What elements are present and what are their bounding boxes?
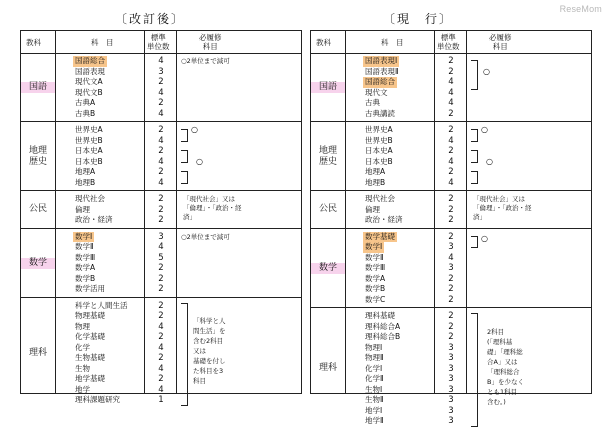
group-name: 国語 <box>311 82 345 93</box>
standard-units: 4 <box>448 252 454 263</box>
standard-units: 2 <box>448 273 454 284</box>
subject-name: 地理B <box>365 177 386 187</box>
standard-units: 4 <box>158 342 164 353</box>
header-subject-area: 教科 <box>316 38 331 47</box>
subject-name: 政治・経済 <box>365 215 403 224</box>
bracket-line <box>471 171 478 184</box>
standard-units: 4 <box>158 56 164 66</box>
standard-units: 4 <box>448 77 454 87</box>
standard-units: 5 <box>158 252 164 263</box>
table-row <box>21 253 301 264</box>
table-row <box>21 311 301 322</box>
table-row <box>311 332 591 343</box>
table-header <box>21 31 301 54</box>
table-row <box>21 194 301 205</box>
subject-group <box>311 122 591 191</box>
header-subject-area: 教科 <box>26 38 41 47</box>
table-row <box>311 395 591 406</box>
subject-name: 数学B <box>365 284 386 293</box>
standard-units: 4 <box>158 87 164 98</box>
subject-name: 数学A <box>75 263 96 272</box>
subject-name: 地学Ⅰ <box>365 405 383 415</box>
standard-units: 2 <box>158 311 164 321</box>
subject-name: 政治・経済 <box>75 215 113 224</box>
subject-name: 倫理 <box>365 204 380 214</box>
header-required: 必履修 科目 <box>199 33 222 51</box>
subject-name: 古典A <box>75 98 96 107</box>
subject-name: 世界史A <box>75 125 103 134</box>
subject-group <box>21 122 301 191</box>
standard-units: 2 <box>158 215 164 225</box>
subject-name: 地学Ⅱ <box>365 416 384 425</box>
standard-units: 2 <box>158 125 164 135</box>
table-row <box>311 88 591 99</box>
table-header <box>311 31 591 54</box>
standard-units: 4 <box>158 177 164 188</box>
subject-name: 科学と人間生活 <box>75 300 128 310</box>
subject-group <box>311 191 591 229</box>
table-row <box>311 263 591 274</box>
heading-current: 〔現 行〕 <box>383 12 454 26</box>
table-row <box>21 284 301 295</box>
circle-mark: ○ <box>481 125 488 134</box>
standard-units: 1 <box>158 395 164 405</box>
table-row <box>21 332 301 343</box>
requirement-note: 「科学と人 間生活」を 含む2科目 又は 基礎を付し た科目を3 科目 <box>193 317 226 386</box>
table-row <box>311 253 591 264</box>
subject-name: 国語総合 <box>365 77 395 86</box>
standard-units: 4 <box>448 156 454 167</box>
standard-units: 4 <box>158 242 164 252</box>
standard-units: 2 <box>448 56 454 66</box>
subject-name: 地理A <box>365 167 386 176</box>
subject-name: 世界史B <box>365 135 393 145</box>
subject-name: 古典B <box>75 108 96 118</box>
subject-name: 理科基礎 <box>365 311 395 320</box>
standard-units: 3 <box>448 353 454 363</box>
subject-name: 国語表現 <box>75 66 105 76</box>
table-row <box>21 178 301 189</box>
subject-name: 数学Ⅰ <box>75 231 93 241</box>
subject-name: 現代文B <box>75 87 103 97</box>
group-name: 理科 <box>28 347 47 358</box>
standard-units: 3 <box>448 405 454 416</box>
standard-units: 4 <box>448 98 454 108</box>
bracket-line <box>471 150 478 163</box>
subject-name: 数学B <box>75 273 96 283</box>
table-row <box>311 125 591 136</box>
table-row <box>311 274 591 285</box>
table-row <box>311 385 591 396</box>
header-units: 標準 単位数 <box>147 33 170 51</box>
subject-name: 数学Ⅰ <box>365 242 383 251</box>
standard-units: 2 <box>448 204 454 215</box>
subject-name: 日本史A <box>365 146 393 155</box>
standard-units: 4 <box>448 87 454 98</box>
table-row <box>311 343 591 354</box>
bracket-line <box>471 129 478 142</box>
standard-units: 2 <box>158 332 164 342</box>
standard-units: 4 <box>158 363 164 374</box>
subject-group <box>21 298 301 409</box>
table-row <box>311 284 591 295</box>
group-name: 公民 <box>318 204 337 215</box>
table-row <box>21 167 301 178</box>
table-row <box>311 56 591 67</box>
table-row <box>21 67 301 78</box>
group-name: 数学 <box>311 263 345 274</box>
table-row <box>21 274 301 285</box>
table-row <box>311 374 591 385</box>
standard-units: 2 <box>158 167 164 177</box>
group-name: 理科 <box>318 363 337 374</box>
standard-units: 3 <box>158 231 164 242</box>
subject-name: 数学A <box>365 273 386 283</box>
group-name: 地理 歴史 <box>28 145 47 167</box>
subject-name: 生物 <box>75 363 90 373</box>
subject-group <box>311 308 591 430</box>
requirement-note: 2科目 (「理科基 礎」「理科総 合A」又は 「理科総合 B」を少なく とも1科目 含む。) <box>487 327 524 406</box>
standard-units: 3 <box>448 384 454 395</box>
standard-units: 2 <box>158 98 164 108</box>
table-row <box>311 295 591 306</box>
table-row <box>311 109 591 120</box>
subject-name: 古典 <box>365 98 380 107</box>
standard-units: 2 <box>158 204 164 215</box>
subject-name: 日本史B <box>365 156 393 166</box>
table-row <box>21 364 301 375</box>
table-row <box>21 215 301 226</box>
subject-name: 化学 <box>75 342 90 352</box>
standard-units: 4 <box>448 177 454 188</box>
standard-units: 2 <box>158 194 164 204</box>
table-row <box>21 374 301 385</box>
subject-name: 日本史A <box>75 146 103 155</box>
standard-units: 3 <box>448 416 454 426</box>
standard-units: 2 <box>448 231 454 242</box>
table-row <box>311 136 591 147</box>
table-row <box>21 56 301 67</box>
standard-units: 2 <box>448 66 454 77</box>
heading-revised: 〔改訂後〕 <box>115 12 186 26</box>
standard-units: 3 <box>448 374 454 384</box>
table-row <box>21 385 301 396</box>
subject-name: 地理B <box>75 177 96 187</box>
subject-name: 世界史A <box>365 125 393 134</box>
subject-name: 物理基礎 <box>75 311 105 320</box>
subject-name: 現代文A <box>75 77 103 86</box>
subject-name: 日本史B <box>75 156 103 166</box>
circle-mark: ○ <box>486 156 493 166</box>
table-row <box>21 109 301 120</box>
subject-name: 現代社会 <box>75 194 105 203</box>
subject-name: 国語表現Ⅰ <box>365 56 398 65</box>
standard-units: 2 <box>448 311 454 321</box>
table-row <box>21 263 301 274</box>
table-row <box>21 242 301 253</box>
group-name: 国語 <box>21 82 55 93</box>
standard-units: 3 <box>448 342 454 353</box>
standard-units: 2 <box>448 284 454 294</box>
subject-name: 化学Ⅰ <box>365 363 383 373</box>
table-row <box>311 205 591 216</box>
group-name: 数学 <box>21 258 55 269</box>
bracket-line <box>181 303 188 406</box>
standard-units: 3 <box>448 395 454 405</box>
table-row <box>311 364 591 375</box>
standard-units: 4 <box>158 384 164 395</box>
subject-group <box>21 191 301 229</box>
standard-units: 2 <box>158 77 164 87</box>
table-row <box>311 67 591 78</box>
standard-units: 4 <box>448 135 454 146</box>
subject-name: 数学C <box>365 294 386 304</box>
table-row <box>311 406 591 417</box>
subject-name: 数学基礎 <box>365 231 395 241</box>
bracket-line <box>181 150 188 163</box>
revised-curriculum-table <box>20 30 302 405</box>
table-row <box>311 215 591 226</box>
standard-units: 3 <box>448 263 454 273</box>
group-name: 地理 歴史 <box>318 145 337 167</box>
table-row <box>21 343 301 354</box>
subject-name: 物理Ⅱ <box>365 353 384 362</box>
bracket-line <box>181 171 188 184</box>
standard-units: 2 <box>448 215 454 225</box>
subject-name: 数学Ⅲ <box>75 252 96 262</box>
standard-units: 3 <box>448 242 454 252</box>
table-row <box>21 301 301 312</box>
circle-mark: ○ <box>481 233 488 243</box>
standard-units: 3 <box>158 66 164 77</box>
subject-group <box>21 229 301 298</box>
table-row <box>21 77 301 88</box>
subject-name: 数学Ⅱ <box>365 252 384 262</box>
table-row <box>21 395 301 406</box>
standard-units: 2 <box>448 108 454 119</box>
standard-units: 2 <box>158 284 164 294</box>
subject-name: 古典講読 <box>365 108 395 118</box>
standard-units: 4 <box>158 156 164 167</box>
requirement-note: 「現代社会」又は 「倫理」・「政治・経 済」 <box>183 195 242 221</box>
table-row <box>311 167 591 178</box>
table-row <box>311 178 591 189</box>
circle-mark: ○ <box>483 66 490 76</box>
subject-name: 物理Ⅰ <box>365 342 383 352</box>
standard-units: 2 <box>158 263 164 273</box>
table-row <box>311 146 591 157</box>
subject-name: 理科総合B <box>365 332 401 341</box>
standard-units: 2 <box>448 125 454 135</box>
subject-name: 数学活用 <box>75 284 105 293</box>
subject-name: 地学 <box>75 384 90 394</box>
standard-units: 2 <box>158 300 164 311</box>
subject-name: 現代文 <box>365 87 388 97</box>
subject-name: 物理 <box>75 321 90 331</box>
subject-name: 現代社会 <box>365 194 395 203</box>
table-row <box>311 353 591 364</box>
requirement-note: 「現代社会」又は 「倫理」・「政治・経 済」 <box>473 195 532 221</box>
standard-units: 2 <box>158 374 164 384</box>
header-subject: 科 目 <box>381 38 404 47</box>
subject-name: 数学Ⅱ <box>75 242 94 251</box>
subject-group <box>311 53 591 122</box>
table-row <box>311 98 591 109</box>
circle-mark: ○ <box>191 125 198 134</box>
current-curriculum-table <box>310 30 592 426</box>
subject-name: 生物基礎 <box>75 353 105 362</box>
table-row <box>21 88 301 99</box>
subject-name: 世界史B <box>75 135 103 145</box>
table-row <box>311 242 591 253</box>
table-row <box>311 322 591 333</box>
subject-name: 数学Ⅲ <box>365 263 386 272</box>
header-required: 必履修 科目 <box>489 33 512 51</box>
subject-name: 地理A <box>75 167 96 176</box>
subject-name: 生物Ⅱ <box>365 395 384 404</box>
subject-name: 国語総合 <box>75 56 105 65</box>
standard-units: 2 <box>158 146 164 156</box>
subject-name: 化学Ⅱ <box>365 374 384 383</box>
requirement-note: ○2単位まで減可 <box>181 232 230 241</box>
subject-name: 理科総合A <box>365 321 401 331</box>
group-name: 公民 <box>28 204 47 215</box>
table-row <box>311 157 591 168</box>
standard-units: 2 <box>448 332 454 342</box>
standard-units: 4 <box>158 135 164 146</box>
table-row <box>21 353 301 364</box>
table-row <box>21 232 301 243</box>
table-row <box>21 205 301 216</box>
table-row <box>21 157 301 168</box>
header-subject: 科 目 <box>91 38 114 47</box>
standard-units: 2 <box>448 146 454 156</box>
requirement-note: ○2単位まで減可 <box>181 57 230 65</box>
circle-mark: ○ <box>196 156 203 166</box>
standard-units: 2 <box>158 353 164 363</box>
standard-units: 3 <box>448 363 454 374</box>
subject-name: 生物Ⅰ <box>365 384 383 394</box>
table-row <box>21 136 301 147</box>
table-row <box>311 232 591 243</box>
table-row <box>21 322 301 333</box>
resemom-logo: ReseMom <box>559 4 602 14</box>
subject-name: 化学基礎 <box>75 332 105 341</box>
bracket-line <box>471 313 478 427</box>
table-row <box>21 146 301 157</box>
standard-units: 2 <box>448 194 454 204</box>
bracket-line <box>181 129 188 142</box>
table-row <box>21 98 301 109</box>
subject-name: 地学基礎 <box>75 374 105 383</box>
subject-name: 理科課題研究 <box>75 395 120 404</box>
table-row <box>311 311 591 322</box>
subject-name: 国語表現Ⅱ <box>365 66 399 76</box>
standard-units: 2 <box>448 167 454 177</box>
subject-group <box>311 229 591 309</box>
header-units: 標準 単位数 <box>437 33 460 51</box>
subject-name: 倫理 <box>75 204 90 214</box>
table-row <box>311 194 591 205</box>
table-row <box>21 125 301 136</box>
bracket-line <box>471 236 478 249</box>
standard-units: 4 <box>158 108 164 119</box>
subject-group <box>21 53 301 122</box>
standard-units: 4 <box>158 321 164 332</box>
bracket-line <box>471 60 478 90</box>
standard-units: 2 <box>158 273 164 284</box>
standard-units: 2 <box>448 294 454 305</box>
standard-units: 2 <box>448 321 454 332</box>
table-row <box>311 77 591 88</box>
table-row <box>311 416 591 427</box>
